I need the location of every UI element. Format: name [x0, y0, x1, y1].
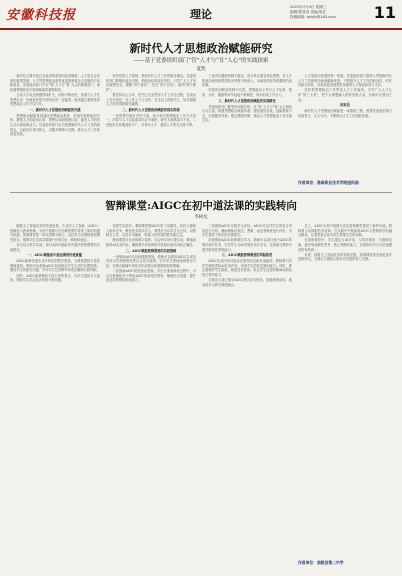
- paragraph: 党委组织部门要坚持问题导向，以“管”人才与“育”人心相结合为主线，构建思想政治赋能体系。强化理论武装，创新教育方式，完善服务体系，健全激励机制，推动人才思想政治工作走深走实。: [202, 104, 292, 123]
- article2-author-unit: 作者单位：南陵县第二中学: [298, 560, 344, 565]
- article1-column-4: [298, 74, 392, 176]
- subheading: 三、AIGC赋能智辩课堂的风险防范: [221, 253, 273, 258]
- paragraph: 一是思想引领针对性不强。部分单位思想政治工作方式单一，内容与人才实际需求结合不紧密，吸引力和感染力不足。二是组织关怀覆盖面不广，对青年人才、基层人才的关注度不够。: [106, 113, 196, 127]
- issue-editor: 编辑/程显尧 美编/周艺: [290, 10, 326, 14]
- article1-subtitle: ——基于党委组织部门“管”人才与“育”人心”的实践探索: [133, 58, 269, 64]
- subheading: 三、新时代人才思想政治赋能的实践路径: [218, 98, 276, 103]
- paragraph: 当前人才队伍规模持续扩大，结构不断优化，但部分人才在思想认识、价值取向等方面仍存在一定偏差，亟须通过系统化的思想政治工作予以引导。: [10, 92, 100, 107]
- article2-title: 智辩课堂:AIGC在初中道法课的实践转向: [105, 200, 297, 212]
- paragraph: 教师要提升自身的数字素养，学会科学设计提示词，筛选和甄别AI生成内容，确保教学内容的科学性和价值导向的正确性。: [106, 238, 196, 247]
- section-title: 理论: [190, 8, 212, 21]
- subheading: 二、新时代人才思想政治赋能的现实困境: [122, 107, 180, 112]
- paragraph: AIGC生成内容可能存在错误信息和价值偏差，教师要引导学生理性看待AI生成内容，培养学生的信息甄别能力。同时，要注重保护学生隐私，规范技术使用，防止学生过度依赖AI而弱化独立思考能力。: [202, 259, 292, 277]
- article2-column-3: [202, 224, 292, 564]
- paragraph: 坚持党管人才原则，是新时代人才工作的根本保证。党委组织部门要强化政治引领，把政治标准放在首位，引导广大人才坚定理想信念，增强“四个意识”，坚定“四个自信”，做到“两个维护”。: [106, 74, 196, 92]
- paragraph: 随着人工智能技术的快速发展，生成式人工智能（AIGC）逐渐进入教育领域，为初中道德与法治课堂教学带来了新的机遇与挑战。智辩课堂是一种以思辨为核心、以技术为支撑的新型课堂形态，强调学生在真实情境中开展讨论、辨析和论证。: [10, 224, 100, 242]
- paragraph: 总之，AIGC为初中道德与法治智辩课堂提供了新的可能。教师要主动拥抱技术变革，在实践中不断探索AIGC与思辨教学的融合路径，让课堂真正成为学生思维生长的场域。: [298, 224, 392, 238]
- paragraph: 一是借助AIGC创设辩题情境。教师可以利用AIGC生成具有争议性和思辨性的社会热点案例，引导学生围绕案例展开讨论，在观点碰撞中深化对法治观念和道德规范的理解。: [106, 254, 196, 268]
- paragraph: 人才是推动发展的第一资源。党委组织部门要深入贯彻新时代人才工作新理念新战略新举措，不断提升人才工作的政治性、时代性和实效性，为高质量发展提供坚强的人才保证和智力支持。: [298, 74, 392, 88]
- article1-author: 夏凯: [196, 67, 206, 72]
- paragraph: 未来，随着人工智能技术的持续发展，智辩课堂将呈现更加丰富的形态，为落实立德树人根本任务提供有力支撑。: [298, 252, 392, 262]
- paragraph: 要坚持以人为本，把关心关爱贯穿人才工作全过程，在政治上充分信任，在工作上大力支持，在生活上热情关心，切实增强人才的获得感和归属感。: [106, 92, 196, 107]
- issue-email: 投稿邮箱: ahkjb@163.com: [290, 15, 336, 19]
- paragraph: 在教学实践中，教师要把握AIGC的工具属性，坚持立德树人根本任务，避免技术喧宾夺主。课堂应当以学生为主体，以教师为主导，以技术为辅助，构建人机协同的教学新生态。: [106, 224, 196, 238]
- paragraph: 新时代人才思想政治赋能是一项系统工程，需要党委组织部门持续发力、久久为功，不断推动人才工作创新发展。: [298, 109, 392, 118]
- paragraph: 三是评价激励机制不健全。部分单位重业务轻思想，对人才的政治表现和思想状况考察不够深入，未能形成有效的激励约束机制。: [202, 74, 292, 88]
- paragraph: 同时，AIGC能够模拟不同立场的观点，为学生提供多元视角，帮助学生学会从多角度分析问题。: [10, 273, 100, 283]
- subheading: 一、AIGC赋能初中道法课的价值意蕴: [28, 253, 82, 258]
- article-divider: [10, 192, 392, 193]
- article1-title: 新时代人才思想政治赋能研究: [129, 42, 273, 55]
- subheading: 结束语: [340, 103, 350, 108]
- masthead: [0, 0, 402, 30]
- issue-meta: [290, 5, 370, 20]
- paragraph: AIGC能够快速生成多样化的教学资源，为课堂提供丰富的情境素材。教师可以借助AIGC创设贴近学生生活的议题情境，激发学生的探究兴趣，引导学生在思辨中形成正确的价值判断。: [10, 259, 100, 273]
- article1-column-1: [10, 74, 100, 190]
- paragraph: 四是协同联动机制不完善。思想政治工作与人才培养、使用、评价、激励等环节衔接不够紧密，尚未形成工作合力。: [202, 88, 292, 97]
- article1-column-3: [202, 74, 292, 190]
- paragraph: 坚持把思想政治工作贯穿人才工作始终，引导广大人才心怀“国之大者”，把个人理想融入国家发展大局，在新时代建功立业。: [298, 88, 392, 102]
- paragraph: 学校应当建立健全AIGC教学应用规范，加强教师培训，推动技术与教学深度融合。: [202, 278, 292, 287]
- subheading: 二、AIGC赋能智辩课堂的实践策略: [125, 248, 177, 253]
- paragraph: 三是借助AIGC开展多元评价。AIGC可以对学生的发言内容进行分析，辅助教师从观点、逻辑、表达等维度进行评价，为学生提供个性化的反馈建议。: [202, 224, 292, 238]
- article1-author-unit: 作者单位：淮南职业技术学院组织部: [298, 180, 359, 185]
- paragraph: 新时代主要矛盾已从追求物质转向追求精神，人才是社会发展的重要资源，人才的思想政治素养直接影响着社会发展的方向和质量。党委组织部门作为“管”人才与“育”人心的重要部门，承担着思想政治引领和赋能的重要职责。: [10, 74, 100, 92]
- article2-column-4: [298, 224, 392, 554]
- paragraph: 二是借助AIGC拓展论证资源。学生在准备辩论过程中，可以在教师指导下利用AIGC检索相关资料，梳理论点论据，提升论证的逻辑性和说服力。: [106, 268, 196, 283]
- paragraph: 思想政治赋能是指通过思想政治教育、价值引领和组织关怀，增强人才的政治认同、思想认同和情感认同，激发人才的内生动力和创新活力。党委组织部门应当把握新时代人才工作的新特点，以政治引领为核心，以服务保障为支撑，推动人才工作高质量发展。: [10, 113, 100, 137]
- paragraph: 本文结合教学实践，探讨AIGC赋能初中道法智辩课堂的实践路径。: [10, 242, 100, 252]
- newspaper-logo: 安徽科技报: [6, 8, 77, 23]
- paragraph: 在智辩课堂中，学生通过与AI对话、与同伴辩论、与教师交流，逐步形成理性思考、独立判断的能力，实现知识学习与价值塑造的有机统一。: [298, 238, 392, 252]
- article2-column-2: [106, 224, 196, 564]
- article1-column-2: [106, 74, 196, 190]
- issue-date: 2023年7月4日 星期三: [290, 5, 327, 9]
- paragraph: 四是借助AIGC延伸课后学习。教师可以设计基于AIGC的课后探究任务，引导学生与AI开展对话式学习，在质疑与辨析中提升批判性思维能力。: [202, 238, 292, 252]
- subheading: 一、新时代人才思想政治赋能的内涵: [29, 107, 81, 112]
- article2-column-1: [10, 224, 100, 564]
- page-number: 11: [373, 3, 396, 22]
- article2-author: 李树丞: [194, 215, 208, 220]
